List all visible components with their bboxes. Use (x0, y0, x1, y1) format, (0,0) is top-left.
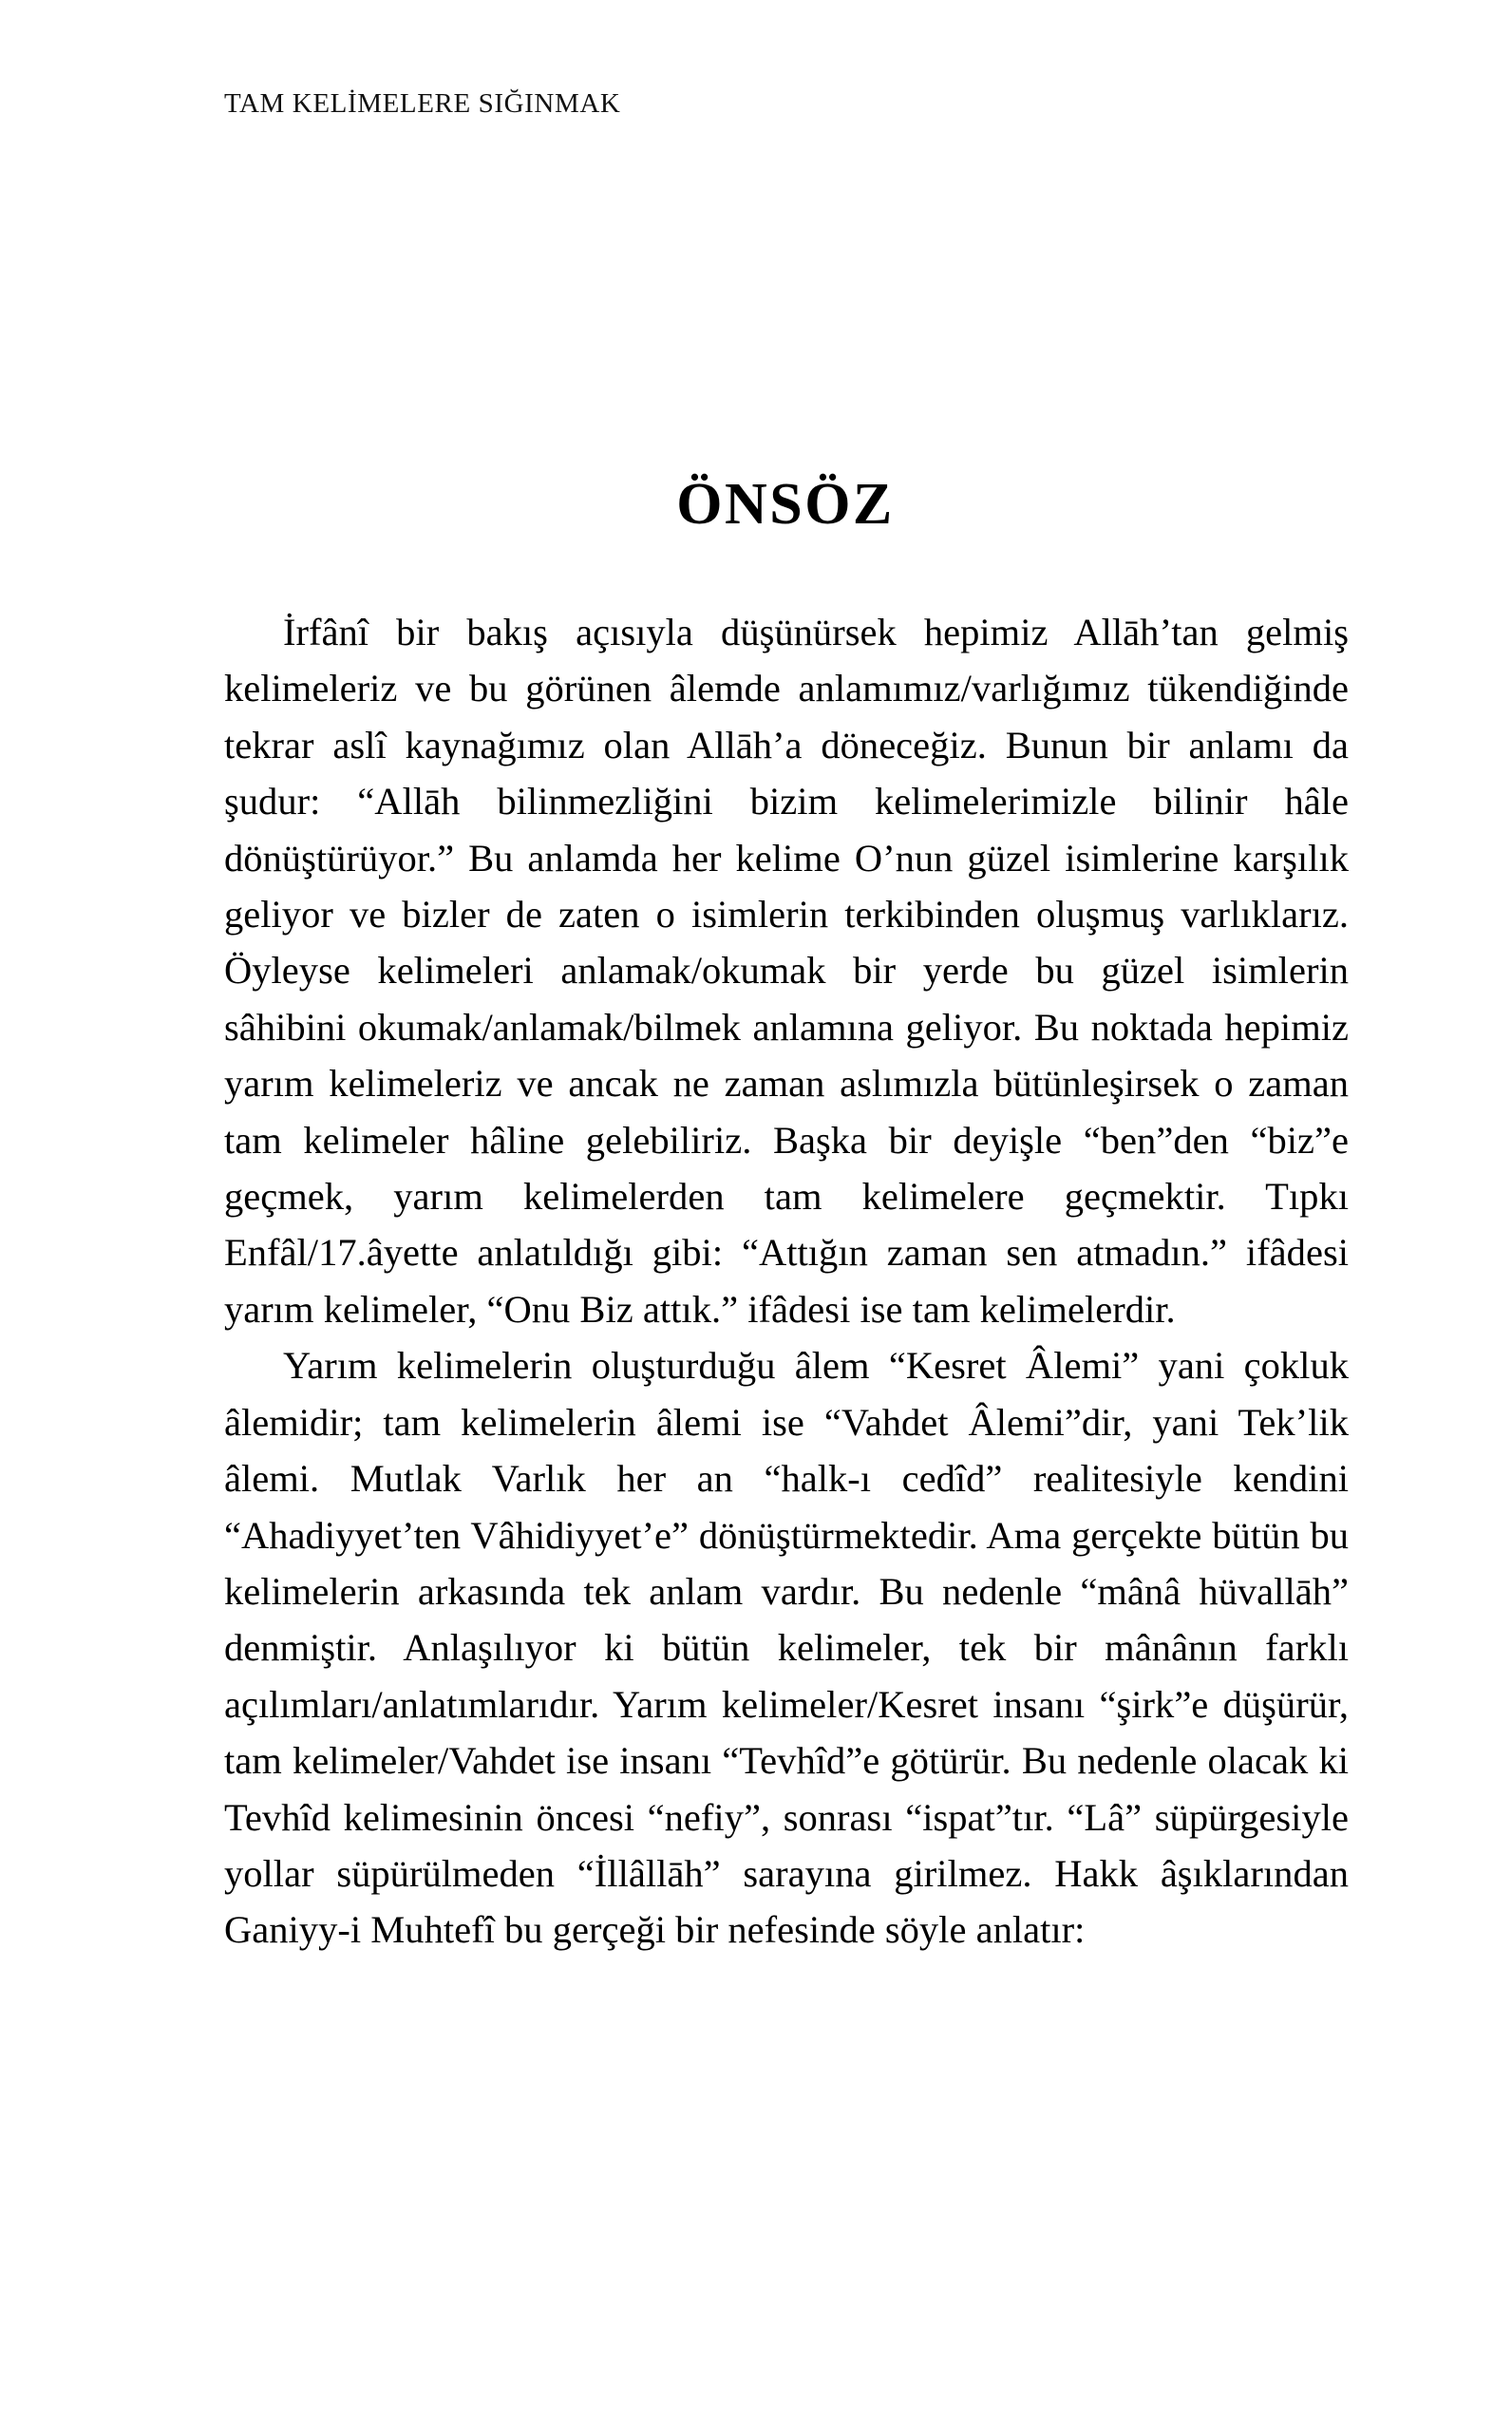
running-header: TAM KELİMELERE SIĞINMAK (224, 88, 621, 119)
body-paragraph: İrfânî bir bakış açısıyla düşünürsek hepimiz Allāh’tan gelmiş kelimeleriz ve bu görünen âlemde anlamımız/varlığımız tükendiğinde tekrar aslî kaynağımız olan Allāh’a döneceğiz. Bunun bir anlamı da şudur: “Allāh bilinmezliğini bizim kelimelerimizle bilinir hâle dönüştürüyor.” Bu anlamda her kelime O’nun güzel isimlerine karşılık geliyor ve bizler de zaten o isimlerin terkibinden oluşmuş varlıklarız. Öyleyse kelimeleri anlamak/okumak bir yerde bu güzel isimlerin sâhibini okumak/anlamak/bilmek anlamına geliyor. Bu noktada hepimiz yarım kelimeleriz ve ancak ne zaman aslımızla bütünleşirsek o zaman tam kelimeler hâline gelebiliriz. Başka bir deyişle “ben”den “biz”e geçmek, yarım kelimelerden tam kelimelere geçmektir. Tıpkı Enfâl/17.âyette anlatıldığı gibi: “Attığın zaman sen atmadın.” ifâdesi yarım kelimeler, “Onu Biz attık.” ifâdesi ise tam kelimelerdir. (224, 611, 1349, 1331)
body-paragraph: Yarım kelimelerin oluşturduğu âlem “Kesret Âlemi” yani çokluk âlemidir; tam kelimelerin âlemi ise “Vahdet Âlemi”dir, yani Tek’lik âlemi. Mutlak Varlık her an “halk-ı cedîd” realitesiyle kendini “Ahadiyyet’ten Vâhidiyyet’e” dönüştürmektedir. Ama gerçekte bütün bu kelimelerin arkasında tek anlam vardır. Bu nedenle “mânâ hüvallāh” denmiştir. Anlaşılıyor ki bütün kelimeler, tek bir mânânın farklı açılımları/anlatımlarıdır. Yarım kelimeler/Kesret insanı “şirk”e düşürür, tam kelimeler/Vahdet ise insanı “Tevhîd”e götürür. Bu nedenle olacak ki Tevhîd kelimesinin öncesi “nefiy”, sonrası “ispat”tır. “Lâ” süpürgesiyle yollar süpürülmeden “İllâllāh” sarayına girilmez. Hakk âşıklarından Ganiyy-i Muhtefî bu gerçeği bir nefesinde söyle anlatır: (224, 1344, 1349, 1952)
body-text-column (224, 604, 1349, 1958)
page-title: ÖNSÖZ (676, 471, 895, 537)
